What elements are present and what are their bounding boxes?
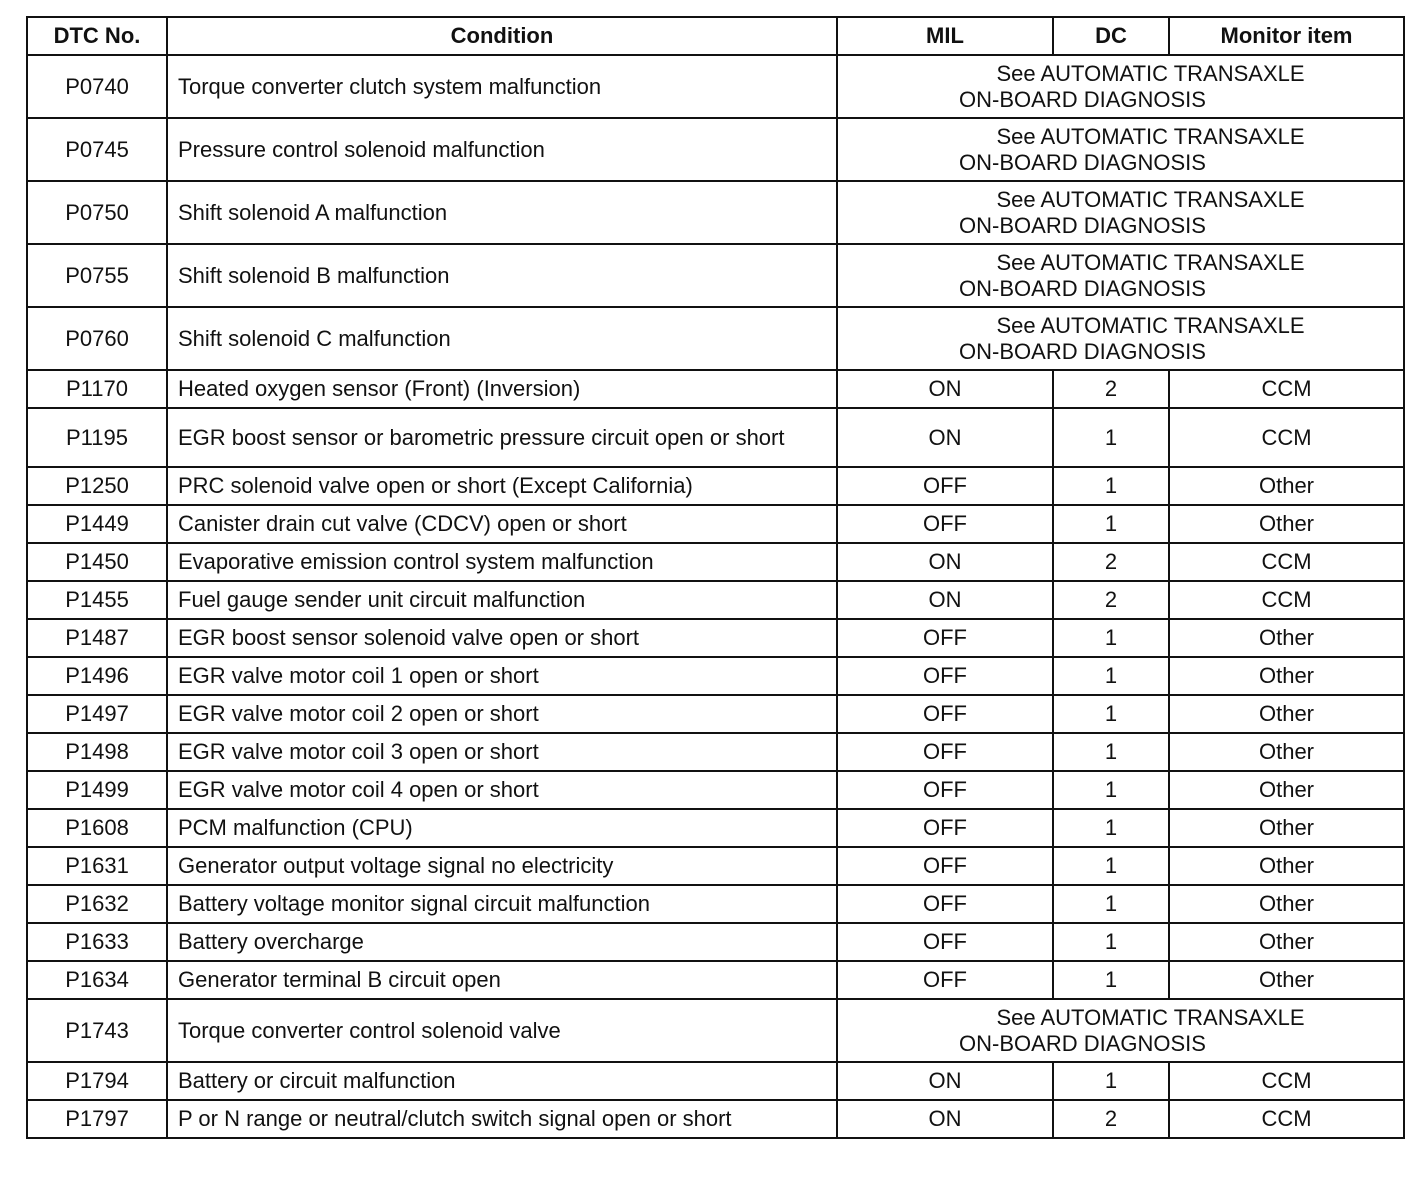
- see-reference: [837, 181, 1404, 244]
- monitor-item-value: Other: [1169, 695, 1404, 733]
- dtc-code: P1496: [27, 657, 167, 695]
- mil-value: OFF: [837, 733, 1053, 771]
- condition-text: Canister drain cut valve (CDCV) open or short: [167, 505, 837, 543]
- dtc-code: P1794: [27, 1062, 167, 1100]
- mil-value: ON: [837, 408, 1053, 467]
- condition-text: EGR valve motor coil 1 open or short: [167, 657, 837, 695]
- dc-value: 1: [1053, 847, 1169, 885]
- monitor-item-value: Other: [1169, 923, 1404, 961]
- condition-text: Evaporative emission control system malfunction: [167, 543, 837, 581]
- dtc-code: P1497: [27, 695, 167, 733]
- table-row: [27, 885, 1404, 923]
- condition-text: Battery voltage monitor signal circuit malfunction: [167, 885, 837, 923]
- table-row: [27, 999, 1404, 1062]
- see-reference-line2: ON-BOARD DIAGNOSIS: [959, 338, 1206, 364]
- dtc-code: P1450: [27, 543, 167, 581]
- dc-value: 1: [1053, 1062, 1169, 1100]
- table-row: [27, 809, 1404, 847]
- table-row: [27, 505, 1404, 543]
- mil-value: ON: [837, 581, 1053, 619]
- dtc-code: P0750: [27, 181, 167, 244]
- table-row: [27, 467, 1404, 505]
- condition-text: Torque converter clutch system malfunction: [167, 55, 837, 118]
- dtc-code: P1634: [27, 961, 167, 999]
- dc-value: 2: [1053, 581, 1169, 619]
- dtc-code: P0740: [27, 55, 167, 118]
- table-row: [27, 1062, 1404, 1100]
- see-reference-line1: See AUTOMATIC TRANSAXLE: [996, 123, 1305, 149]
- see-reference: [837, 999, 1404, 1062]
- monitor-item-value: Other: [1169, 657, 1404, 695]
- dc-value: 1: [1053, 885, 1169, 923]
- dtc-code: P1449: [27, 505, 167, 543]
- table-row: [27, 961, 1404, 999]
- table-row: [27, 307, 1404, 370]
- table-row: [27, 55, 1404, 118]
- monitor-item-value: Other: [1169, 961, 1404, 999]
- see-reference-line2: ON-BOARD DIAGNOSIS: [959, 86, 1206, 112]
- dtc-code: P1632: [27, 885, 167, 923]
- mil-value: OFF: [837, 505, 1053, 543]
- table-row: [27, 543, 1404, 581]
- dtc-table: [26, 16, 1405, 1139]
- dtc-code: P0745: [27, 118, 167, 181]
- condition-text: EGR valve motor coil 4 open or short: [167, 771, 837, 809]
- table-row: [27, 923, 1404, 961]
- condition-text: Shift solenoid C malfunction: [167, 307, 837, 370]
- table-row: [27, 771, 1404, 809]
- dc-value: 1: [1053, 657, 1169, 695]
- monitor-item-value: CCM: [1169, 1100, 1404, 1138]
- monitor-item-value: Other: [1169, 467, 1404, 505]
- see-reference-line2: ON-BOARD DIAGNOSIS: [959, 275, 1206, 301]
- mil-value: ON: [837, 543, 1053, 581]
- see-reference-line2: ON-BOARD DIAGNOSIS: [959, 1030, 1206, 1056]
- dc-value: 1: [1053, 923, 1169, 961]
- table-row: [27, 733, 1404, 771]
- see-reference-line1: See AUTOMATIC TRANSAXLE: [996, 1004, 1305, 1030]
- header-condition: Condition: [167, 17, 837, 55]
- condition-text: EGR valve motor coil 2 open or short: [167, 695, 837, 733]
- monitor-item-value: Other: [1169, 847, 1404, 885]
- dc-value: 1: [1053, 809, 1169, 847]
- mil-value: OFF: [837, 923, 1053, 961]
- header-dc: DC: [1053, 17, 1169, 55]
- dc-value: 1: [1053, 505, 1169, 543]
- condition-text: P or N range or neutral/clutch switch signal open or short: [167, 1100, 837, 1138]
- dc-value: 2: [1053, 543, 1169, 581]
- table-row: [27, 118, 1404, 181]
- condition-text: Fuel gauge sender unit circuit malfunction: [167, 581, 837, 619]
- dc-value: 1: [1053, 961, 1169, 999]
- mil-value: OFF: [837, 809, 1053, 847]
- dc-value: 1: [1053, 467, 1169, 505]
- see-reference-line2: ON-BOARD DIAGNOSIS: [959, 149, 1206, 175]
- monitor-item-value: Other: [1169, 733, 1404, 771]
- dc-value: 1: [1053, 619, 1169, 657]
- table-row: [27, 657, 1404, 695]
- dtc-code: P1797: [27, 1100, 167, 1138]
- condition-text: Pressure control solenoid malfunction: [167, 118, 837, 181]
- condition-text: Shift solenoid A malfunction: [167, 181, 837, 244]
- dtc-code: P1499: [27, 771, 167, 809]
- table-row: [27, 1100, 1404, 1138]
- condition-text: Heated oxygen sensor (Front) (Inversion): [167, 370, 837, 408]
- mil-value: ON: [837, 370, 1053, 408]
- mil-value: ON: [837, 1100, 1053, 1138]
- monitor-item-value: Other: [1169, 505, 1404, 543]
- dtc-code: P1170: [27, 370, 167, 408]
- condition-text: Battery or circuit malfunction: [167, 1062, 837, 1100]
- monitor-item-value: Other: [1169, 771, 1404, 809]
- dtc-code: P1487: [27, 619, 167, 657]
- table-row: [27, 370, 1404, 408]
- mil-value: OFF: [837, 695, 1053, 733]
- see-reference-line2: ON-BOARD DIAGNOSIS: [959, 212, 1206, 238]
- monitor-item-value: CCM: [1169, 408, 1404, 467]
- dtc-code: P1608: [27, 809, 167, 847]
- monitor-item-value: CCM: [1169, 543, 1404, 581]
- condition-text: EGR boost sensor or barometric pressure circuit open or short: [167, 408, 837, 467]
- mil-value: ON: [837, 1062, 1053, 1100]
- monitor-item-value: Other: [1169, 809, 1404, 847]
- condition-text: Generator terminal B circuit open: [167, 961, 837, 999]
- see-reference: [837, 118, 1404, 181]
- header-monitor-item: Monitor item: [1169, 17, 1404, 55]
- table-row: [27, 181, 1404, 244]
- mil-value: OFF: [837, 657, 1053, 695]
- dtc-code: P1498: [27, 733, 167, 771]
- mil-value: OFF: [837, 847, 1053, 885]
- header-row: [27, 17, 1404, 55]
- condition-text: Torque converter control solenoid valve: [167, 999, 837, 1062]
- mil-value: OFF: [837, 885, 1053, 923]
- dc-value: 1: [1053, 733, 1169, 771]
- mil-value: OFF: [837, 467, 1053, 505]
- monitor-item-value: CCM: [1169, 1062, 1404, 1100]
- table-row: [27, 581, 1404, 619]
- see-reference-line1: See AUTOMATIC TRANSAXLE: [996, 312, 1305, 338]
- table-row: [27, 695, 1404, 733]
- dtc-code: P0760: [27, 307, 167, 370]
- table-row: [27, 847, 1404, 885]
- dtc-code: P1195: [27, 408, 167, 467]
- monitor-item-value: Other: [1169, 619, 1404, 657]
- monitor-item-value: CCM: [1169, 370, 1404, 408]
- dtc-code: P1250: [27, 467, 167, 505]
- condition-text: EGR boost sensor solenoid valve open or short: [167, 619, 837, 657]
- see-reference: [837, 244, 1404, 307]
- condition-text: EGR valve motor coil 3 open or short: [167, 733, 837, 771]
- see-reference-line1: See AUTOMATIC TRANSAXLE: [996, 186, 1305, 212]
- see-reference: [837, 307, 1404, 370]
- condition-text: Battery overcharge: [167, 923, 837, 961]
- see-reference-line1: See AUTOMATIC TRANSAXLE: [996, 249, 1305, 275]
- condition-text: PCM malfunction (CPU): [167, 809, 837, 847]
- dc-value: 2: [1053, 1100, 1169, 1138]
- monitor-item-value: Other: [1169, 885, 1404, 923]
- dtc-code: P1743: [27, 999, 167, 1062]
- dtc-code: P1631: [27, 847, 167, 885]
- mil-value: OFF: [837, 771, 1053, 809]
- dtc-code: P1455: [27, 581, 167, 619]
- dc-value: 2: [1053, 370, 1169, 408]
- table-row: [27, 244, 1404, 307]
- see-reference: [837, 55, 1404, 118]
- dtc-code: P0755: [27, 244, 167, 307]
- table-row: [27, 619, 1404, 657]
- mil-value: OFF: [837, 619, 1053, 657]
- dc-value: 1: [1053, 771, 1169, 809]
- see-reference-line1: See AUTOMATIC TRANSAXLE: [996, 60, 1305, 86]
- dc-value: 1: [1053, 695, 1169, 733]
- header-mil: MIL: [837, 17, 1053, 55]
- condition-text: PRC solenoid valve open or short (Except California): [167, 467, 837, 505]
- condition-text: Shift solenoid B malfunction: [167, 244, 837, 307]
- condition-text: Generator output voltage signal no electricity: [167, 847, 837, 885]
- monitor-item-value: CCM: [1169, 581, 1404, 619]
- mil-value: OFF: [837, 961, 1053, 999]
- table-row: [27, 408, 1404, 467]
- dc-value: 1: [1053, 408, 1169, 467]
- dtc-code: P1633: [27, 923, 167, 961]
- header-dtc-no: DTC No.: [27, 17, 167, 55]
